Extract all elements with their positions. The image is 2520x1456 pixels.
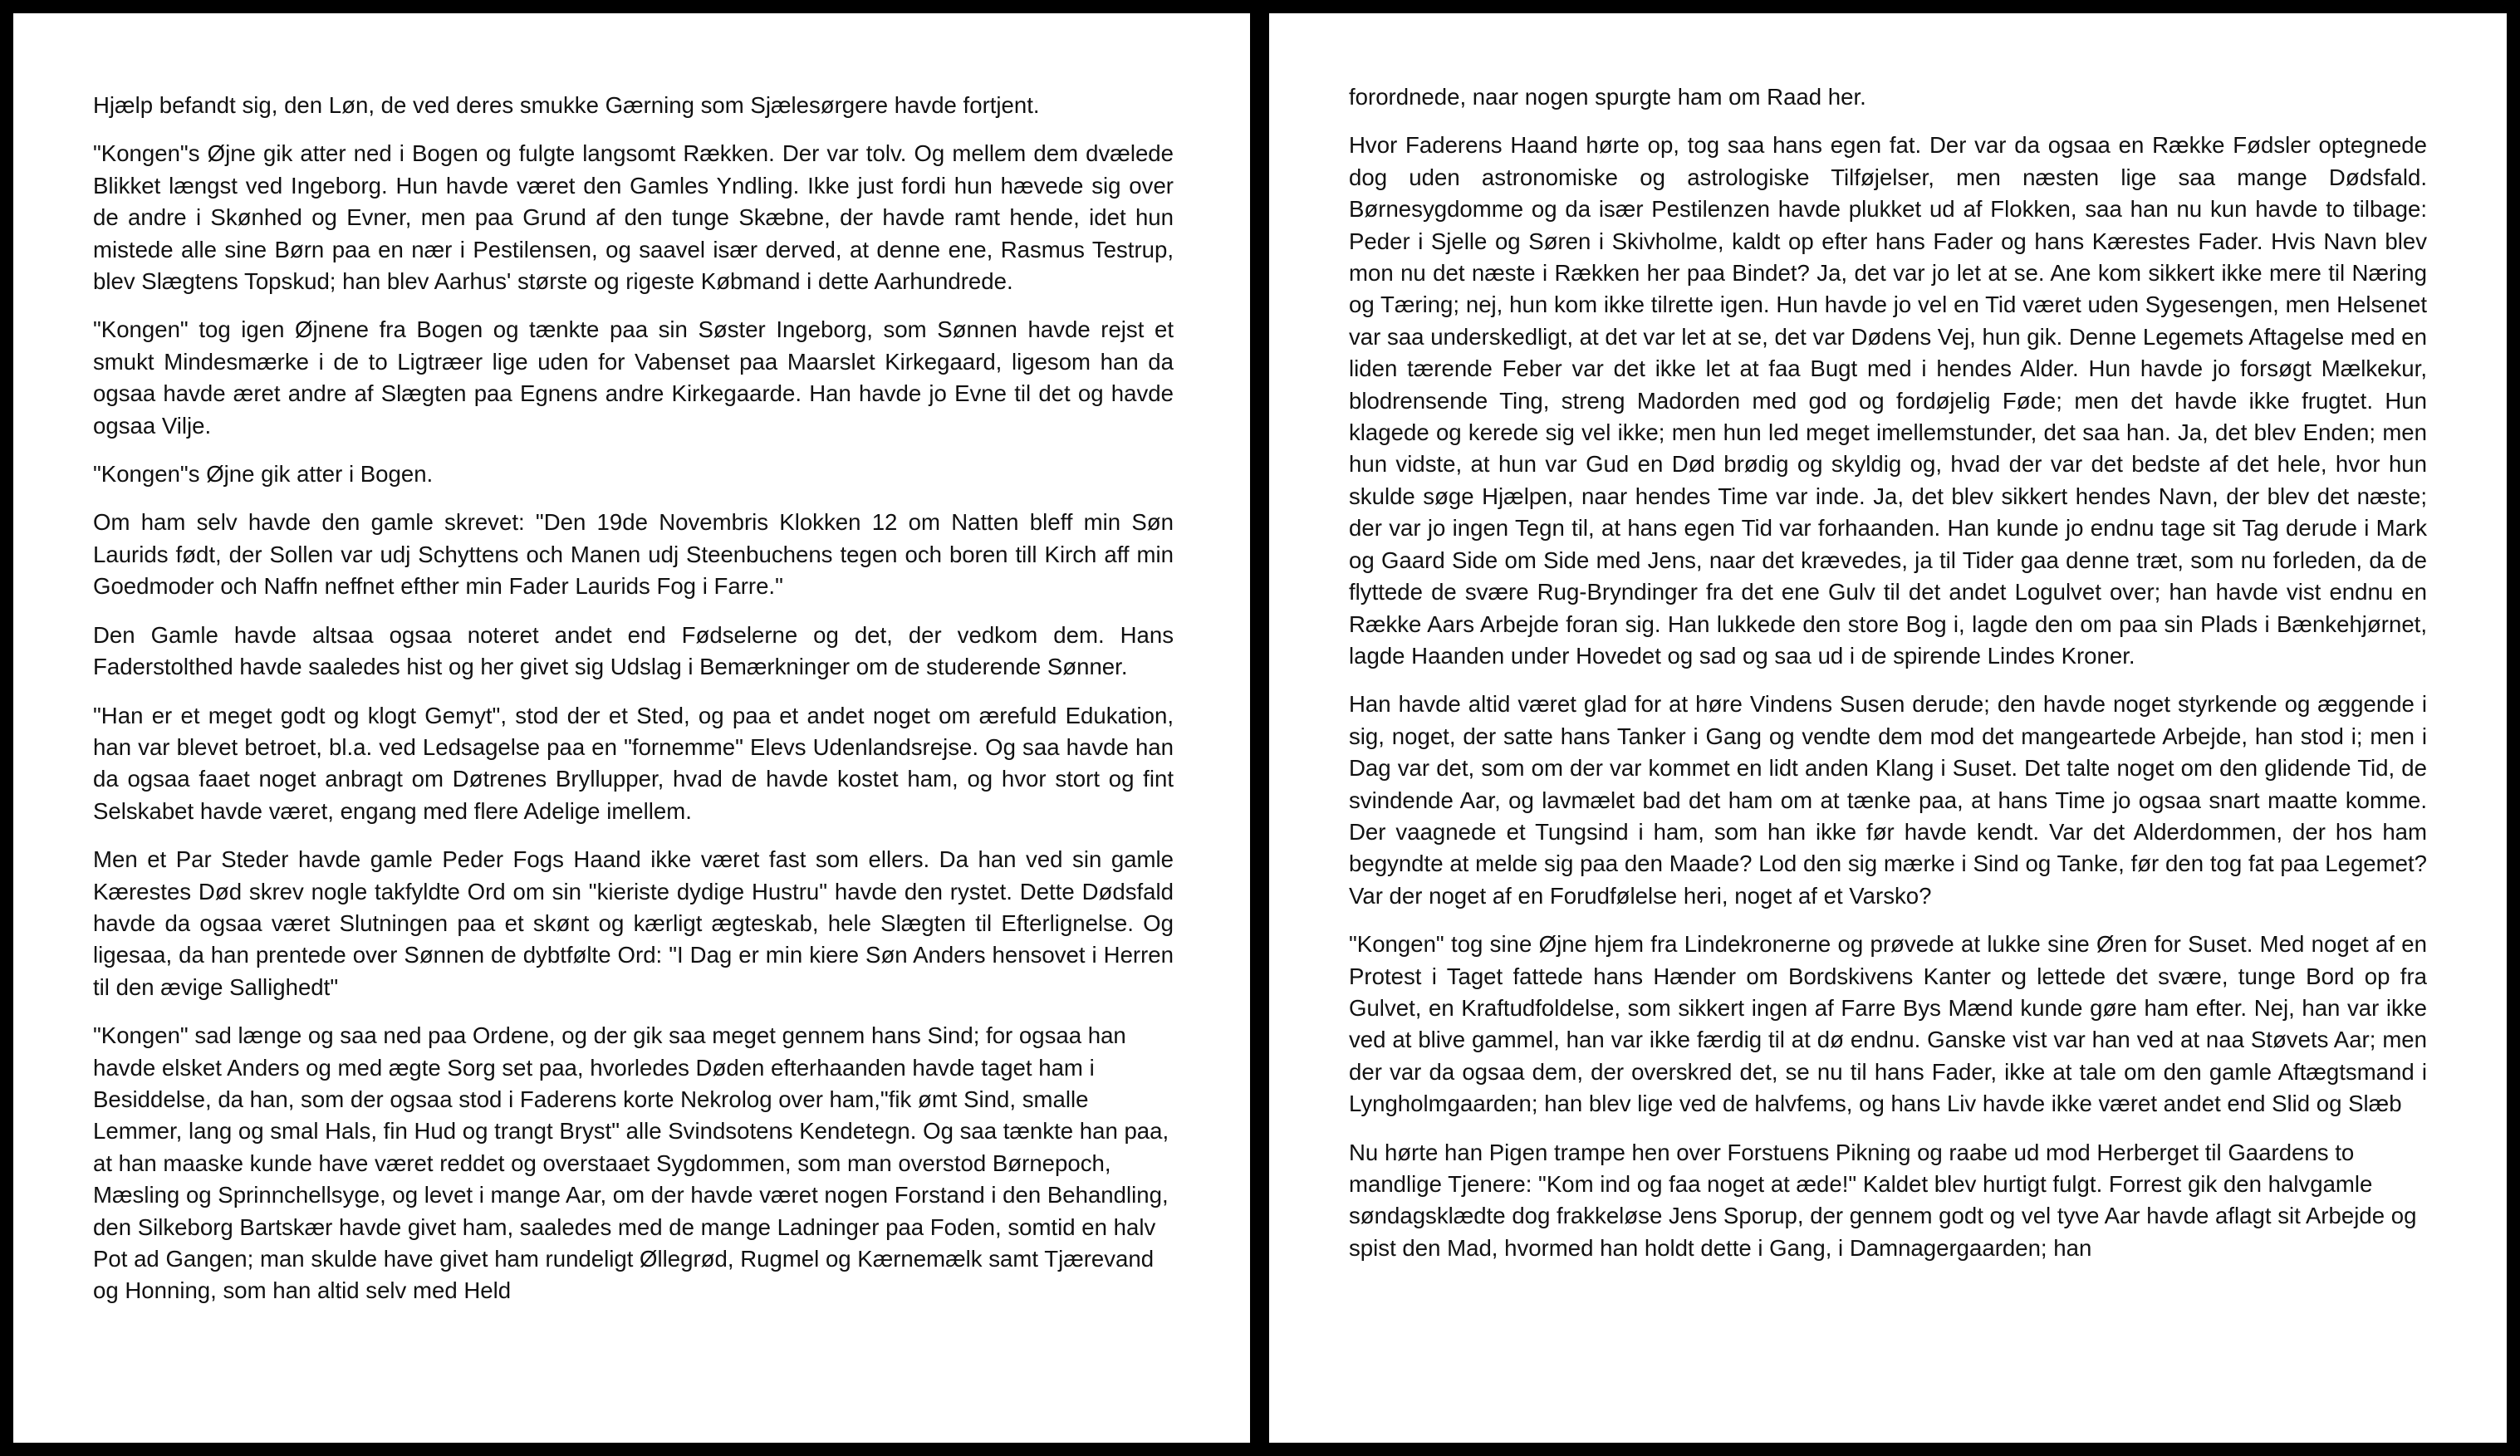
- right-page: [1269, 13, 2507, 1443]
- paragraph: "Kongen" tog igen Øjnene fra Bogen og tænkte paa sin Søster Ingeborg, som Sønnen havde rejst et smukt Mindesmærke i de to Ligtræer lige uden for Vabenset paa Maarslet Kirkegaard, ligesom han da ogsaa havde æret andre af Slægten paa Egnens andre Kirkegaarde. Han havde jo Evne til det og havde ogsaa Vilje.: [93, 316, 1174, 439]
- paragraph: "Kongen" sad længe og saa ned paa Ordene, og der gik saa meget gennem hans Sind; for ogsaa han havde elsket Anders og med ægte Sorg set paa, hvorledes Døden efterhaanden havde taget ham i Besiddelse, da han, som der ogsaa stod i Faderens korte Nekrolog over ham,"fik ømt Sind, smalle Lemmer, lang og smal Hals, fin Hud og trangt Bryst" alle Svindsotens Kendetegn. Og saa tænkte han paa, at han maaske kunde have været reddet og overstaaet Sygdommen, som man overstod Børnepoch, Mæsling og Sprinnchellsyge, og levet i mange Aar, om der havde været nogen Forstand i den Behandling, den Silkeborg Bartskær havde givet ham, saaledes med de mange Ladninger paa Foden, somtid en halv Pot ad Gangen; man skulde have givet ham rundeligt Øllegrød, Rugmel og Kærnemælk samt Tjærevand og Honning, som han altid selv med Held: [93, 1022, 1169, 1304]
- paragraph: Men et Par Steder havde gamle Peder Fogs Haand ikke været fast som ellers. Da han ved sin gamle Kærestes Død skrev nogle takfyldte Ord om sin "kieriste dydige Hustru" havde den rystet. Dette Dødsfald havde da ogsaa været Slutningen paa et skønt og kærligt ægteskab, hele Slægten til Efterlignelse. Og ligesaa, da han prentede over Sønnen de dybtfølte Ord: "I Dag er min kiere Søn Anders hensovet i Herren til den ævige Sallighedt": [93, 846, 1174, 1000]
- paragraph: forordnede, naar nogen spurgte ham om Raad her.: [1349, 84, 1866, 110]
- paragraph: "Han er et meget godt og klogt Gemyt", stod der et Sted, og paa et andet noget om ærefuld Edukation, han var blevet betroet, bl.a. ved Ledsagelse paa en "fornemme" Elevs Udenlandsrejse. Og saa havde han da ogsaa faaet noget anbragt om Døtrenes Bryllupper, hvad de havde kostet ham, og hvor stort og fint Selskabet havde været, engang med flere Adelige imellem.: [93, 702, 1174, 824]
- paragraph: Nu hørte han Pigen trampe hen over Forstuens Pikning og raabe ud mod Herberget til Gaardens to mandlige Tjenere: "Kom ind og faa noget at æde!" Kaldet blev hurtigt fulgt. Forrest gik den halvgamle søndagsklædte dog frakkeløse Jens Sporup, der gennem godt og vel tyve Aar havde aflagt sit Arbejde og spist den Mad, hvormed han holdt dette i Gang, i Damnagergaarden; han: [1349, 1139, 2417, 1261]
- paragraph: Hjælp befandt sig, den Løn, de ved deres smukke Gærning som Sjælesørgere havde fortjent.: [93, 92, 1040, 118]
- paragraph: Han havde altid været glad for at høre Vindens Susen derude; den havde noget styrkende og æggende i sig, noget, der satte hans Tanker i Gang og vendte dem mod det mangeartede Arbejde, han stod i; men i Dag var det, som om der var kommet en lidt anden Klang i Suset. Det talte noget om den glidende Tid, de svindende Aar, og lavmælet bad det ham om at tænke paa, at hans Time jo ogsaa snart maatte komme. Der vaagnede et Tungsind i ham, som han ikke før havde kendt. Var det Alderdommen, der hos ham begyndte at melde sig paa den Maade? Lod den sig mærke i Sind og Tanke, før den tog fat paa Legemet? Var der noget af en Forudfølelse heri, noget af et Varsko?: [1349, 691, 2427, 909]
- paragraph: "Kongen" tog sine Øjne hjem fra Lindekronerne og prøvede at lukke sine Øren for Suset. Med noget af en Protest i Taget fattede hans Hænder om Bordskivens Kanter og lettede det svære, tunge Bord op fra Gulvet, en Kraftudfoldelse, som sikkert ingen af Farre Bys Mænd kunde gøre ham efter. Nej, han var ikke ved at blive gammel, han var ikke færdig til at dø endnu. Ganske vist var han ved at naa Støvets Aar; men der var da ogsaa dem, der overskred det, se nu til hans Fader, ikke at tale om den gamle Aftægtsmand i Lyngholmgaarden; han blev lige ved de halvfems, og hans Liv havde ikke været andet end Slid og Slæb: [1349, 931, 2427, 1117]
- paragraph: Den Gamle havde altsaa ogsaa noteret andet end Fødselerne og det, der vedkom dem. Hans Faderstolthed havde saaledes hist og her givet sig Udslag i Bemærkninger om de studerende Sønner.: [93, 621, 1174, 680]
- paragraph: "Kongen"s Øjne gik atter i Bogen.: [93, 461, 434, 488]
- paragraph: Om ham selv havde den gamle skrevet: "Den 19de Novembris Klokken 12 om Natten bleff min Søn Laurids født, der Sollen var udj Schyttens och Manen udj Steenbuchens tegen och boren till Kirch aff min Goedmoder och Naffn neffnet efther min Fader Laurids Fog i Farre.": [93, 509, 1174, 600]
- paragraph: "Kongen"s Øjne gik atter ned i Bogen og fulgte langsomt Rækken. Der var tolv. Og mellem dem dvælede Blikket længst ved Ingeborg. Hun havde været den Gamles Yndling. Ikke just fordi hun hævede sig over de andre i Skønhed og Evner, men paa Grund af den tunge Skæbne, der havde ramt hende, idet hun mistede alle sine Børn paa en nær i Pestilensen, og saavel især derved, at denne ene, Rasmus Testrup, blev Slægtens Topskud; han blev Aarhus' største og rigeste Købmand i dette Aarhundrede.: [93, 140, 1174, 295]
- paragraph: Hvor Faderens Haand hørte op, tog saa hans egen fat. Der var da ogsaa en Række Fødsler optegnede dog uden astronomiske og astrologiske Tilføjelser, men næsten lige saa mange Dødsfald. Børnesygdomme og da især Pestilenzen havde plukket ud af Flokken, saa han nu kun havde to tilbage: Peder i Sjelle og Søren i Skivholme, kaldt op efter hans Fader og hans Kærestes Fader. Hvis Navn blev mon nu det næste i Rækken her paa Bindet? Ja, det var jo let at se. Ane kom sikkert ikke mere til Næring og Tæring; nej, hun kom ikke tilrette igen. Hun havde jo vel en Tid været uden Sygesengen, men Helsenet var saa underskedligt, at det var let at se, det var Dødens Vej, hun gik. Denne Legemets Aftagelse med en liden tærende Feber var det ikke let at faa Bugt med i hendes Alder. Hun havde jo forsøgt Mælkekur, blodrensende Ting, streng Madorden med god og fordøjelig Føde; men det havde ikke frugtet. Hun klagede og kerede sig vel ikke; men hun led meget imellemstunder, det saa han. Ja, det blev Enden; men hun vidste, at hun var Gud en Død brødig og skyldig og, hvad der var det bedste af det hele, hvor hun skulde søge Hjælpen, naar hendes Time var inde. Ja, det blev sikkert hendes Navn, der blev det næste; der var jo ingen Tegn til, at hans egen Tid var forhaanden. Han kunde jo endnu tage sit Tag derude i Mark og Gaard Side om Side med Jens, naar det krævedes, ja til Tider gaa denne træt, som nu forleden, da de flyttede de svære Rug-Bryndinger fra det ene Gulv til det andet Logulvet over; han havde vist endnu en Række Aars Arbejde foran sig. Han lukkede den store Bog i, lagde den om paa sin Plads i Bænkehjørnet, lagde Haanden under Hovedet og sad og saa ud i de spirende Lindes Kroner.: [1349, 132, 2427, 669]
- left-page: [13, 13, 1250, 1443]
